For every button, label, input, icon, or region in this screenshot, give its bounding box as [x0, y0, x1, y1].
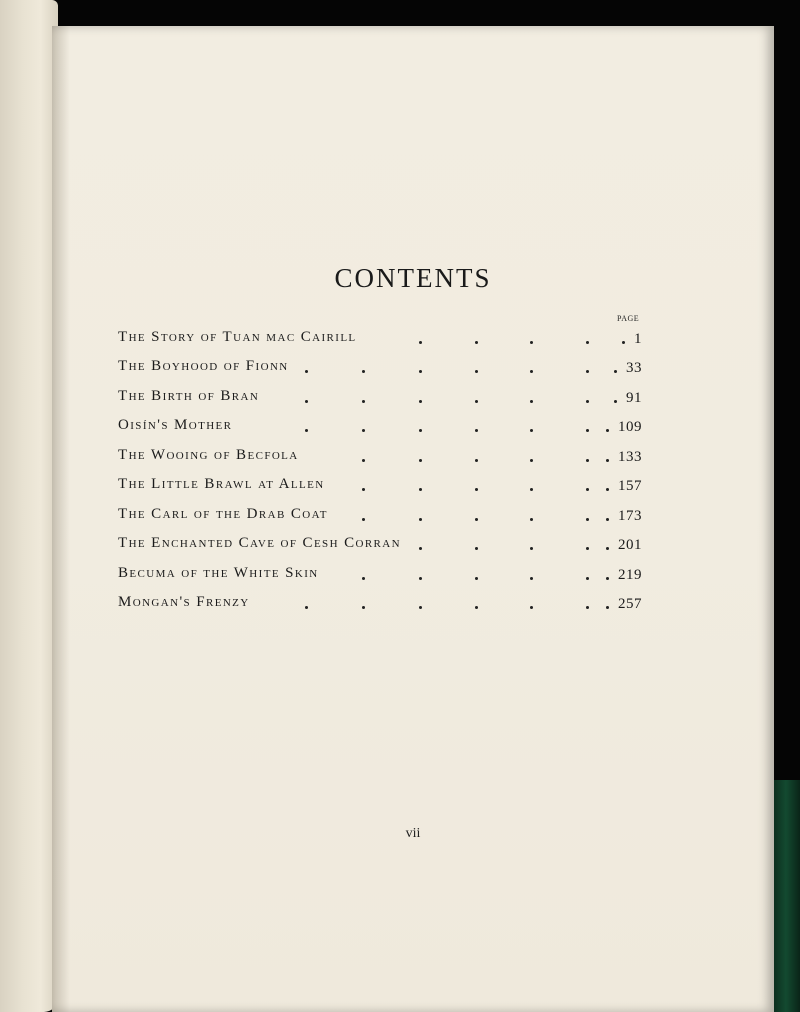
leader-dot	[419, 577, 422, 580]
leader-dot	[606, 429, 609, 432]
leader-dot	[362, 370, 365, 373]
toc-entry-title: The Story of Tuan mac Cairill	[118, 328, 357, 345]
toc-entry-page: 91	[626, 389, 642, 406]
leader-dot	[530, 518, 533, 521]
leader-dot	[305, 429, 308, 432]
leader-dot	[586, 400, 589, 403]
leader-dot	[586, 459, 589, 462]
toc-entry	[118, 499, 642, 529]
page-folio: vii	[405, 826, 421, 841]
leader-dot	[475, 370, 478, 373]
toc-entry-page: 157	[618, 478, 642, 494]
leader-dot	[530, 547, 533, 550]
leader-dot	[586, 341, 589, 344]
toc-entry-title: The Wooing of Becfola	[118, 446, 299, 463]
leader-dot	[606, 606, 609, 609]
table-of-contents	[118, 322, 642, 617]
toc-entry-page: 201	[618, 537, 642, 553]
leader-dot	[606, 577, 609, 580]
leader-dot	[530, 577, 533, 580]
book-page	[52, 26, 774, 1012]
leader-dot	[586, 518, 589, 521]
leader-dot	[362, 488, 365, 491]
leader-dot	[475, 400, 478, 403]
toc-entry-page: 33	[626, 360, 642, 376]
toc-entry-title: The Birth of Bran	[118, 387, 260, 404]
leader-dot	[362, 400, 365, 403]
leader-dot	[305, 606, 308, 609]
toc-entry-title: The Carl of the Drab Coat	[118, 505, 328, 522]
leader-dot	[475, 606, 478, 609]
toc-entry-page: 219	[618, 566, 642, 583]
toc-entry	[118, 352, 642, 382]
leader-dot	[475, 341, 478, 344]
leader-dot	[362, 518, 365, 521]
leader-dot	[530, 459, 533, 462]
leader-dot	[419, 370, 422, 373]
toc-entry-title: The Little Brawl at Allen	[118, 476, 325, 492]
leader-dot	[362, 429, 365, 432]
toc-entry-title: The Boyhood of Fionn	[118, 358, 289, 374]
leader-dot	[530, 488, 533, 491]
leader-dot	[362, 577, 365, 580]
facing-page-edge	[0, 0, 58, 1012]
toc-entry	[118, 470, 642, 500]
leader-dot	[305, 400, 308, 403]
leader-dot	[606, 518, 609, 521]
leader-dot	[614, 370, 617, 373]
leader-dot	[419, 488, 422, 491]
leader-dot	[419, 606, 422, 609]
toc-entry	[118, 322, 642, 352]
leader-dot	[419, 518, 422, 521]
toc-entry-page: 1	[634, 330, 642, 347]
toc-entry	[118, 381, 642, 411]
leader-dot	[419, 400, 422, 403]
leader-dot	[475, 459, 478, 462]
toc-entry	[118, 411, 642, 441]
toc-entry-page: 109	[618, 419, 642, 435]
toc-entry	[118, 529, 642, 559]
leader-dot	[419, 429, 422, 432]
toc-entry	[118, 558, 642, 588]
leader-dot	[475, 488, 478, 491]
toc-entry-title: The Enchanted Cave of Cesh Corran	[118, 535, 401, 551]
leader-dot	[606, 547, 609, 550]
toc-entry-page: 173	[618, 507, 642, 524]
leader-dot	[530, 606, 533, 609]
leader-dot	[606, 488, 609, 491]
leader-dot	[475, 518, 478, 521]
leader-dot	[475, 577, 478, 580]
gutter-shadow	[52, 26, 70, 1012]
toc-entry-page: 257	[618, 596, 642, 612]
leader-dot	[530, 341, 533, 344]
leader-dot	[475, 429, 478, 432]
leader-dot	[606, 459, 609, 462]
leader-dot	[586, 429, 589, 432]
leader-dot	[530, 429, 533, 432]
toc-entry-title: Mongan's Frenzy	[118, 594, 250, 610]
leader-dot	[614, 400, 617, 403]
leader-dot	[586, 577, 589, 580]
leader-dot	[419, 547, 422, 550]
leader-dot	[362, 606, 365, 609]
leader-dot	[586, 488, 589, 491]
toc-entry	[118, 440, 642, 470]
leader-dot	[475, 547, 478, 550]
book-cover-edge	[772, 780, 800, 1012]
leader-dot	[419, 341, 422, 344]
contents-heading: CONTENTS	[334, 263, 492, 293]
leader-dot	[586, 606, 589, 609]
page-column-header: PAGE	[617, 314, 640, 323]
leader-dot	[586, 370, 589, 373]
toc-entry-title: Becuma of the White Skin	[118, 564, 319, 581]
leader-dot	[530, 370, 533, 373]
leader-dot	[622, 341, 625, 344]
leader-dot	[530, 400, 533, 403]
toc-entry	[118, 588, 642, 618]
leader-dot	[419, 459, 422, 462]
toc-entry-page: 133	[618, 448, 642, 465]
leader-dot	[305, 370, 308, 373]
leader-dot	[586, 547, 589, 550]
leader-dot	[362, 459, 365, 462]
toc-entry-title: Oisín's Mother	[118, 417, 233, 433]
